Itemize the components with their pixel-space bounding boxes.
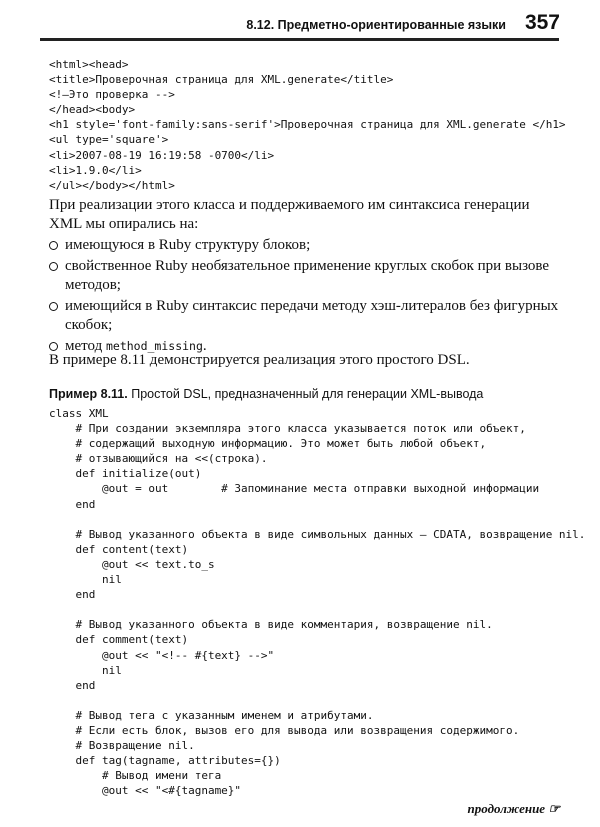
code-line: <title>Проверочная страница для XML.generate</title>	[49, 73, 394, 87]
code-line: <li>1.9.0</li>	[49, 163, 142, 177]
code-line: # Вывод имени тега	[49, 769, 222, 783]
code-line: def content(text)	[49, 542, 189, 556]
code-line: # Если есть блок, вызов его для вывода или возвращения содержимого.	[49, 723, 520, 737]
code-line: <h1 style='font-family:sans-serif'>Проверочная страница для XML.generate </h1>	[49, 118, 566, 132]
code-line: nil	[49, 573, 122, 587]
code-line: </head><body>	[49, 103, 136, 117]
list-item: свойственное Ruby необязательное применение круглых скобок при вызове методов;	[49, 257, 562, 295]
code-line: <ul type='square'>	[49, 133, 169, 147]
circle-bullet-icon	[49, 302, 58, 311]
code-line: </ul></body></html>	[49, 178, 175, 192]
code-line: # Вывод тега с указанным именем и атрибутами.	[49, 708, 374, 722]
listing-title: Простой DSL, предназначенный для генерации XML-вывода	[127, 387, 484, 401]
listing-caption	[49, 386, 483, 402]
code-line: @out << "<#{tagname}"	[49, 784, 242, 798]
code-line: end	[49, 497, 96, 511]
code-line: # При создании экземпляра этого класса указывается поток или объект,	[49, 422, 526, 436]
code-line: def tag(tagname, attributes={})	[49, 754, 281, 768]
code-line: # Возвращение nil.	[49, 739, 195, 753]
section-title: 8.12. Предметно-ориентированные языки	[238, 15, 512, 35]
list-item: имеющуюся в Ruby структуру блоков;	[49, 236, 562, 255]
intro-paragraph: При реализации этого класса и поддерживаемого им синтаксиса генерации XML мы опирались на:	[49, 197, 530, 232]
code-line: # Вывод указанного объекта в виде комментария, возвращение nil.	[49, 618, 493, 632]
code-line: end	[49, 678, 96, 692]
code-line	[49, 512, 585, 527]
code-line	[49, 693, 585, 708]
code-line: @out << "<!-- #{text} -->"	[49, 648, 275, 662]
continued-marker: продолжение ☞	[467, 801, 560, 816]
code-line: def comment(text)	[49, 633, 189, 647]
circle-bullet-icon	[49, 241, 58, 250]
ruby-code-listing	[49, 406, 585, 798]
list-item: метод method_missing.	[49, 337, 562, 356]
code-line: <li>2007-08-19 16:19:58 -0700</li>	[49, 148, 275, 162]
listing-label: Пример 8.11.	[49, 387, 128, 401]
page-number: 357	[519, 8, 560, 38]
feature-list	[49, 236, 562, 358]
code-line: class XML	[49, 407, 109, 420]
code-line: <html><head>	[49, 58, 129, 71]
code-line: end	[49, 588, 96, 602]
header-rule	[40, 38, 559, 41]
code-line: # Вывод указанного объекта в виде символьных данных — CDATA, возвращение nil.	[49, 527, 586, 541]
code-line: # отзывающийся на <<(строка).	[49, 452, 268, 466]
code-line: <!—Это проверка -->	[49, 88, 175, 102]
code-line: @out = out # Запоминание места отправки выходной информации	[49, 482, 540, 496]
inline-code: method_missing	[105, 339, 203, 353]
example-reference-paragraph: В примере 8.11 демонстрируется реализация этого простого DSL.	[49, 352, 470, 368]
code-line: @out << text.to_s	[49, 557, 215, 571]
code-line: nil	[49, 663, 122, 677]
code-line: # содержащий выходную информацию. Это может быть любой объект,	[49, 437, 487, 451]
code-line: def initialize(out)	[49, 467, 202, 481]
code-line	[49, 602, 585, 617]
list-item: имеющийся в Ruby синтаксис передачи методу хэш-литералов без фигурных скобок;	[49, 297, 562, 335]
circle-bullet-icon	[49, 342, 58, 351]
html-output-code	[49, 57, 566, 193]
circle-bullet-icon	[49, 262, 58, 271]
